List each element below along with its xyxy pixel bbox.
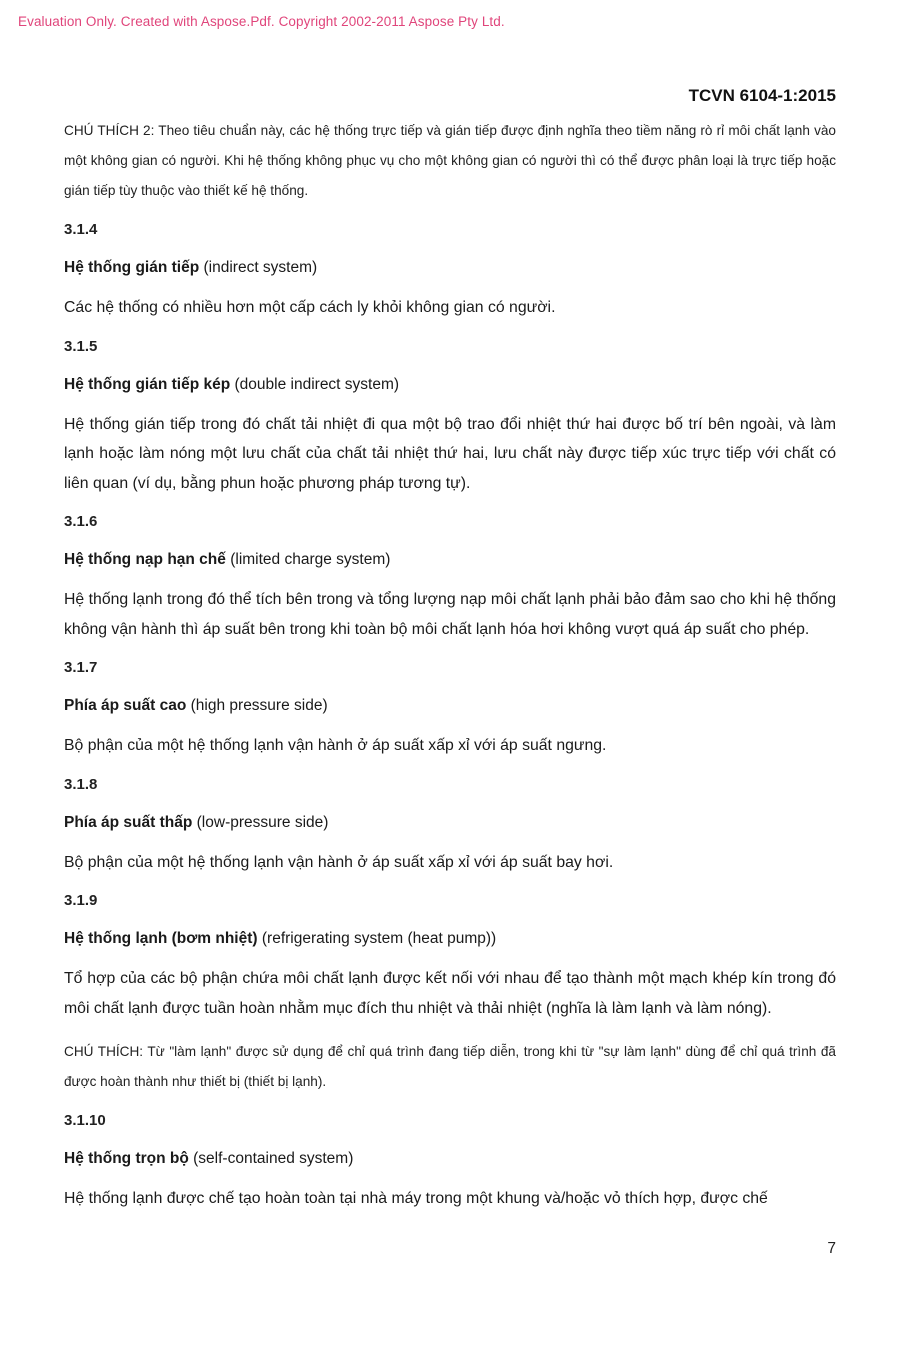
term-definition: Bộ phận của một hệ thống lạnh vận hành ở áp suất xấp xỉ với áp suất bay hơi. xyxy=(64,853,614,871)
term-heading xyxy=(64,695,836,717)
term-heading xyxy=(64,928,836,950)
clause-number: 3.1.10 xyxy=(64,1112,106,1129)
term-vietnamese: Hệ thống lạnh (bơm nhiệt) xyxy=(64,930,258,947)
term-definition: Bộ phận của một hệ thống lạnh vận hành ở áp suất xấp xỉ với áp suất ngưng. xyxy=(64,737,607,754)
clause-number: 3.1.4 xyxy=(64,221,98,238)
document-body xyxy=(64,116,836,1214)
term-definition: Hệ thống lạnh được chế tạo hoàn toàn tại nhà máy trong một khung và/hoặc vỏ thích hợp, được chế xyxy=(64,1190,768,1207)
clause-number: 3.1.7 xyxy=(64,659,98,676)
term-heading xyxy=(64,1148,836,1170)
term-english: (indirect system) xyxy=(199,259,318,276)
term-heading xyxy=(64,257,836,279)
term-vietnamese: Hệ thống nạp hạn chế xyxy=(64,551,226,568)
term-heading xyxy=(64,549,836,571)
term-english: (self-contained system) xyxy=(188,1150,354,1167)
clause-number: 3.1.6 xyxy=(64,513,98,530)
note-2: CHÚ THÍCH 2: Theo tiêu chuẩn này, các hệ thống trực tiếp và gián tiếp được định nghĩa theo tiềm năng rò rỉ môi chất lạnh vào một không gian có người. Khi hệ thống không phục vụ cho một không gian có người thì có thể được phân loại là trực tiếp hoặc gián tiếp tùy thuộc vào thiết kế hệ thống. xyxy=(64,123,836,198)
term-english: (low-pressure side) xyxy=(192,813,329,831)
term-english: (limited charge system) xyxy=(225,551,391,568)
term-note: CHÚ THÍCH: Từ "làm lạnh" được sử dụng để chỉ quá trình đang tiếp diễn, trong khi từ "sự làm lạnh" dùng để chỉ quá trình đã được hoàn thành như thiết bị (thiết bị lạnh). xyxy=(64,1044,836,1089)
term-english: (high pressure side) xyxy=(186,697,328,714)
term-english: (double indirect system) xyxy=(230,375,400,393)
term-vietnamese: Phía áp suất cao xyxy=(64,697,187,714)
clause-number: 3.1.9 xyxy=(64,892,98,909)
term-vietnamese: Hệ thống gián tiếp kép xyxy=(64,375,231,393)
page-number: 7 xyxy=(827,1240,836,1257)
term-definition: Hệ thống gián tiếp trong đó chất tải nhiệt đi qua một bộ trao đổi nhiệt thứ hai được bố trí bên ngoài, và làm lạnh hoặc làm nóng một lưu chất của chất tải nhiệt thứ hai, lưu chất này được tiếp xúc trực tiếp với chất có liên quan (ví dụ, bằng phun hoặc phương pháp tương tự). xyxy=(64,415,836,492)
term-vietnamese: Phía áp suất thấp xyxy=(64,813,193,831)
term-vietnamese: Hệ thống trọn bộ xyxy=(64,1150,189,1167)
term-english: (refrigerating system (heat pump)) xyxy=(257,930,497,947)
term-heading xyxy=(64,812,836,834)
term-heading xyxy=(64,374,836,396)
clause-number: 3.1.8 xyxy=(64,775,98,793)
term-definition: Hệ thống lạnh trong đó thể tích bên trong và tổng lượng nạp môi chất lạnh phải bảo đảm sao cho khi hệ thống không vận hành thì áp suất bên trong khi toàn bộ môi chất lạnh hóa hơi không vượt quá áp suất cho phép. xyxy=(64,591,836,638)
term-vietnamese: Hệ thống gián tiếp xyxy=(64,259,200,276)
evaluation-watermark: Evaluation Only. Created with Aspose.Pdf. Copyright 2002-2011 Aspose Pty Ltd. xyxy=(18,14,505,29)
standard-code-header: TCVN 6104-1:2015 xyxy=(688,86,836,105)
clause-number: 3.1.5 xyxy=(64,337,98,355)
term-definition: Tổ hợp của các bộ phận chứa môi chất lạnh được kết nối với nhau để tạo thành một mạch khép kín trong đó môi chất lạnh được tuần hoàn nhằm mục đích thu nhiệt và thải nhiệt (nghĩa là làm lạnh và làm nóng). xyxy=(64,970,836,1017)
term-definition: Các hệ thống có nhiều hơn một cấp cách ly khỏi không gian có người. xyxy=(64,299,556,316)
